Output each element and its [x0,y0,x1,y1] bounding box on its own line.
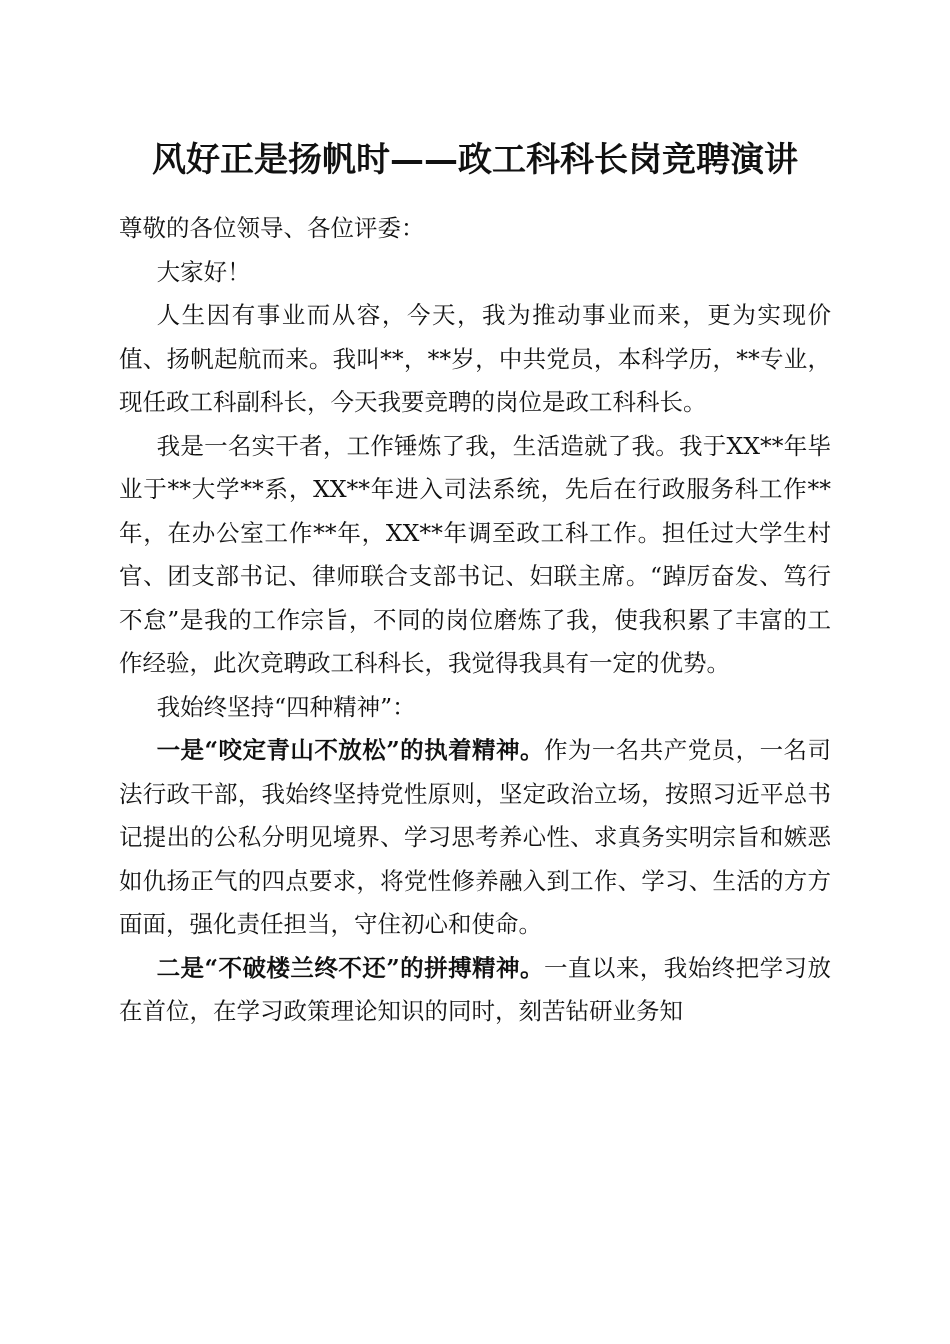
document-body [119,207,831,1034]
paragraph-experience: 我是一名实干者，工作锤炼了我，生活造就了我。我于XX**年毕业于**大学**系，XX**年进入司法系统，先后在行政服务科工作**年，在办公室工作**年，XX**年调至政工科工作。担任过大学生村官、团支部书记、律师联合支部书记、妇联主席。“踔厉奋发、笃行不怠”是我的工作宗旨，不同的岗位磨炼了我，使我积累了丰富的工作经验，此次竞聘政工科科长，我觉得我具有一定的优势。 [119,431,831,677]
document-title: 风好正是扬帆时——政工科科长岗竞聘演讲 [152,140,798,180]
point-two-text: 一直以来，我始终把学习放在首位，在学习政策理论知识的同时，刻苦钻研业务知 [119,953,831,1025]
point-one-text: 作为一名共产党员，一名司法行政干部，我始终坚持党性原则，坚定政治立场，按照习近平总书记提出的公私分明见境界、学习思考养心性、求真务实明宗旨和嫉恶如仇扬正气的四点要求，将党性修养融入到工作、学习、生活的方方面面，强化责任担当，守住初心和使命。 [119,736,831,938]
greeting: 大家好！ [156,257,251,286]
salutation: 尊敬的各位领导、各位评委： [119,214,425,242]
point-two-heading: 二是“不破楼兰终不还”的拼搏精神。 [156,953,544,982]
point-one [119,729,831,947]
point-two [119,947,831,1034]
paragraph-four-spirits: 我始终坚持“四种精神”： [156,692,416,721]
paragraph-intro: 人生因有事业而从容，今天，我为推动事业而来，更为实现价值、扬帆起航而来。我叫**，**岁，中共党员，本科学历，**专业，现任政工科副科长，今天我要竞聘的岗位是政工科科长。 [119,301,831,416]
point-one-heading: 一是“咬定青山不放松”的执着精神。 [156,736,544,764]
